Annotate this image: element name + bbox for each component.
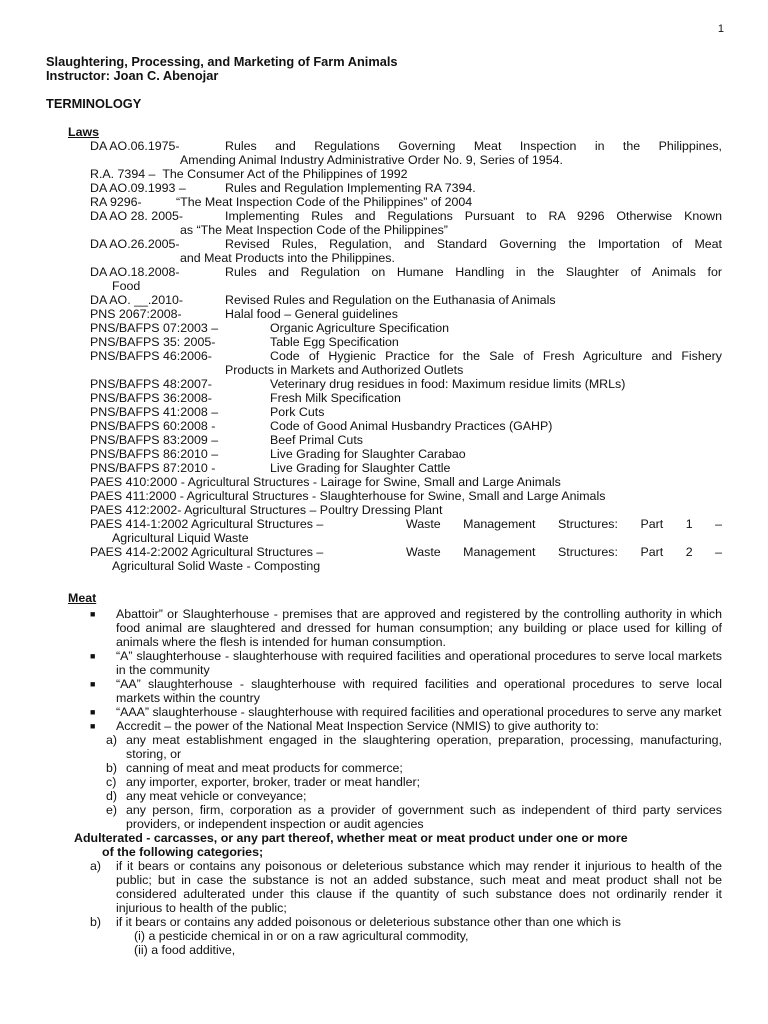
law-description: Rules and Regulation Implementing RA 7394.	[225, 181, 476, 195]
law-description: Rules and Regulation on Humane Handling in the Slaughter of Animals for	[225, 265, 722, 279]
item-label: d)	[106, 789, 118, 803]
law-description: Live Grading for Slaughter Carabao	[270, 447, 466, 461]
law-code: PNS/BAFPS 87:2010 -	[90, 461, 216, 475]
law-code: DA AO.26.2005-	[90, 237, 180, 251]
law-item	[90, 447, 722, 461]
law-continuation: Amending Animal Industry Administrative Order No. 9, Series of 1954.	[180, 153, 563, 167]
law-continuation: Products in Markets and Authorized Outlets	[225, 363, 464, 377]
law-description: Table Egg Specification	[270, 335, 399, 349]
law-code: PNS/BAFPS 46:2006-	[90, 349, 212, 363]
list-item	[90, 719, 722, 733]
adulterated-definition-cont: of the following categories;	[102, 845, 264, 859]
item-text: if it bears or contains any added poisonous or deleterious substance other than one which is	[116, 915, 621, 929]
list-item	[106, 775, 722, 789]
law-item	[90, 461, 722, 475]
document-body	[46, 55, 722, 957]
document-title: Slaughtering, Processing, and Marketing of Farm Animals	[46, 54, 398, 69]
law-description: “The Meat Inspection Code of the Philippines” of 2004	[176, 195, 473, 209]
law-item	[90, 377, 722, 391]
laws-list	[90, 139, 722, 573]
law-description: Revised Rules and Regulation on the Euthanasia of Animals	[225, 293, 556, 307]
item-text: if it bears or contains any poisonous or deleterious substance which may render it injurious to health of the public; but in case the substance is not an added substance, such meat and meat product shall not be considered adulterated under this clause if the quantity of such substance does not ordinarily render it injurious to health of the public;	[116, 859, 722, 915]
law-item	[90, 335, 722, 349]
list-item	[90, 705, 722, 719]
law-continuation: and Meat Products into the Philippines.	[180, 251, 395, 265]
list-item	[106, 733, 722, 761]
law-item: PAES 412:2002- Agricultural Structures – Poultry Dressing Plant	[90, 503, 443, 517]
item-label: a)	[90, 859, 102, 873]
law-item	[90, 195, 722, 209]
law-item	[90, 181, 722, 195]
bullet-icon: ■	[90, 609, 96, 619]
law-item	[90, 209, 722, 223]
law-description: Code of Hygienic Practice for the Sale of Fresh Agriculture and Fishery	[270, 349, 722, 363]
law-code: RA 9296-	[90, 195, 142, 209]
item-text: any meat vehicle or conveyance;	[126, 789, 307, 803]
list-item	[106, 789, 722, 803]
law-code: PAES 414-1:2002 Agricultural Structures –	[90, 517, 324, 531]
list-item	[90, 607, 722, 649]
page-number: 1	[717, 23, 724, 35]
law-description: Rules and Regulations Governing Meat Inspection in the Philippines,	[225, 139, 722, 153]
law-item	[90, 349, 722, 363]
list-item	[90, 677, 722, 705]
item-label: c)	[106, 775, 117, 789]
law-description: Code of Good Animal Husbandry Practices (GAHP)	[270, 419, 553, 433]
law-item	[90, 293, 722, 307]
bullet-text: “AA” slaughterhouse - slaughterhouse with required facilities and operational procedures to serve local markets within the country	[116, 677, 722, 705]
law-item	[90, 307, 722, 321]
law-description: Live Grading for Slaughter Cattle	[270, 461, 451, 475]
meat-heading: Meat	[68, 591, 97, 605]
law-code: PAES 414-2:2002 Agricultural Structures –	[90, 545, 324, 559]
list-item	[90, 915, 722, 929]
law-description: Revised Rules, Regulation, and Standard Governing the Importation of Meat	[225, 237, 722, 251]
law-description: Veterinary drug residues in food: Maximum residue limits (MRLs)	[270, 377, 626, 391]
law-code: DA AO. __.2010-	[90, 293, 183, 307]
law-item	[90, 265, 722, 279]
list-item	[106, 761, 722, 775]
law-item	[90, 167, 722, 181]
law-code: PNS/BAFPS 60:2008 -	[90, 419, 216, 433]
law-code: PNS/BAFPS 83:2009 –	[90, 433, 219, 447]
law-item	[90, 321, 722, 335]
list-item	[90, 649, 722, 677]
law-code: DA AO.06.1975-	[90, 139, 180, 153]
list-item	[106, 803, 722, 831]
law-item	[90, 545, 722, 559]
law-code: PNS 2067:2008-	[90, 307, 182, 321]
section-heading: TERMINOLOGY	[46, 96, 142, 111]
law-code: DA AO.09.1993 –	[90, 181, 186, 195]
law-continuation: as “The Meat Inspection Code of the Philippines”	[180, 223, 448, 237]
law-description: Waste Management Structures: Part 1 –	[406, 517, 722, 531]
list-item	[90, 859, 722, 915]
law-continuation: Agricultural Liquid Waste	[112, 531, 249, 545]
law-code: DA AO 28. 2005-	[90, 209, 183, 223]
instructor-line: Instructor: Joan C. Abenojar	[46, 68, 219, 83]
law-item	[90, 237, 722, 251]
adulterated-list	[90, 859, 722, 929]
list-item: (ii) a food additive,	[134, 943, 236, 957]
roman-list	[134, 929, 722, 957]
law-code: PNS/BAFPS 86:2010 –	[90, 447, 219, 461]
law-code: DA AO.18.2008-	[90, 265, 180, 279]
bullet-text: Abattoir” or Slaughterhouse - premises that are approved and registered by the controlling authority in which food animal are slaughtered and dressed for human consumption; any building or place used for killing of animals where the flesh is intended for human consumption.	[116, 607, 722, 649]
law-description: Organic Agriculture Specification	[270, 321, 450, 335]
list-item: (i) a pesticide chemical in or on a raw agricultural commodity,	[134, 929, 469, 943]
item-label: b)	[90, 915, 102, 929]
accredit-list	[106, 733, 722, 831]
bullet-icon: ■	[90, 651, 96, 661]
law-code: PNS/BAFPS 35: 2005-	[90, 335, 216, 349]
law-item	[90, 517, 722, 531]
item-label: b)	[106, 761, 118, 775]
law-continuation: Food	[112, 279, 141, 293]
item-text: any meat establishment engaged in the slaughtering operation, preparation, processing, manufacturing, storing, or	[126, 733, 722, 761]
law-code: PNS/BAFPS 36:2008-	[90, 391, 212, 405]
bullet-icon: ■	[90, 679, 96, 689]
item-label: e)	[106, 803, 118, 817]
law-item: PAES 411:2000 - Agricultural Structures - Slaughterhouse for Swine, Small and Large Animals	[90, 489, 606, 503]
law-item	[90, 139, 722, 153]
law-description: Waste Management Structures: Part 2 –	[406, 545, 722, 559]
meat-bullet-list	[90, 607, 722, 733]
item-text: any person, firm, corporation as a provider of government such as independent of third party services providers, or independent inspection or audit agencies	[126, 803, 722, 831]
bullet-text: Accredit – the power of the National Meat Inspection Service (NMIS) to give authority to:	[116, 719, 599, 733]
bullet-text: “AAA” slaughterhouse - slaughterhouse with required facilities and operational procedures to serve any market	[116, 705, 722, 719]
law-description: Implementing Rules and Regulations Pursuant to RA 9296 Otherwise Known	[225, 209, 722, 223]
item-text: canning of meat and meat products for commerce;	[126, 761, 403, 775]
bullet-text: “A” slaughterhouse - slaughterhouse with required facilities and operational procedures to serve local markets in the community	[116, 649, 722, 677]
adulterated-definition: Adulterated - carcasses, or any part thereof, whether meat or meat product under one or more	[74, 831, 628, 845]
law-code: PNS/BAFPS 41:2008 –	[90, 405, 219, 419]
law-item	[90, 419, 722, 433]
item-text: any importer, exporter, broker, trader or meat handler;	[126, 775, 421, 789]
law-description: Halal food – General guidelines	[225, 307, 398, 321]
law-description: Beef Primal Cuts	[270, 433, 363, 447]
law-item	[90, 391, 722, 405]
bullet-icon: ■	[90, 707, 96, 717]
law-item	[90, 433, 722, 447]
law-description: Pork Cuts	[270, 405, 325, 419]
law-item: PAES 410:2000 - Agricultural Structures - Lairage for Swine, Small and Large Animals	[90, 475, 561, 489]
item-label: a)	[106, 733, 118, 747]
law-code: PNS/BAFPS 48:2007-	[90, 377, 212, 391]
law-description: The Consumer Act of the Philippines of 1992	[162, 167, 408, 181]
law-item	[90, 405, 722, 419]
law-continuation: Agricultural Solid Waste - Composting	[112, 559, 321, 573]
bullet-icon: ■	[90, 721, 96, 731]
law-description: Fresh Milk Specification	[270, 391, 401, 405]
law-code: PNS/BAFPS 07:2003 –	[90, 321, 219, 335]
laws-heading: Laws	[68, 125, 99, 139]
law-code: R.A. 7394 –	[90, 167, 156, 181]
